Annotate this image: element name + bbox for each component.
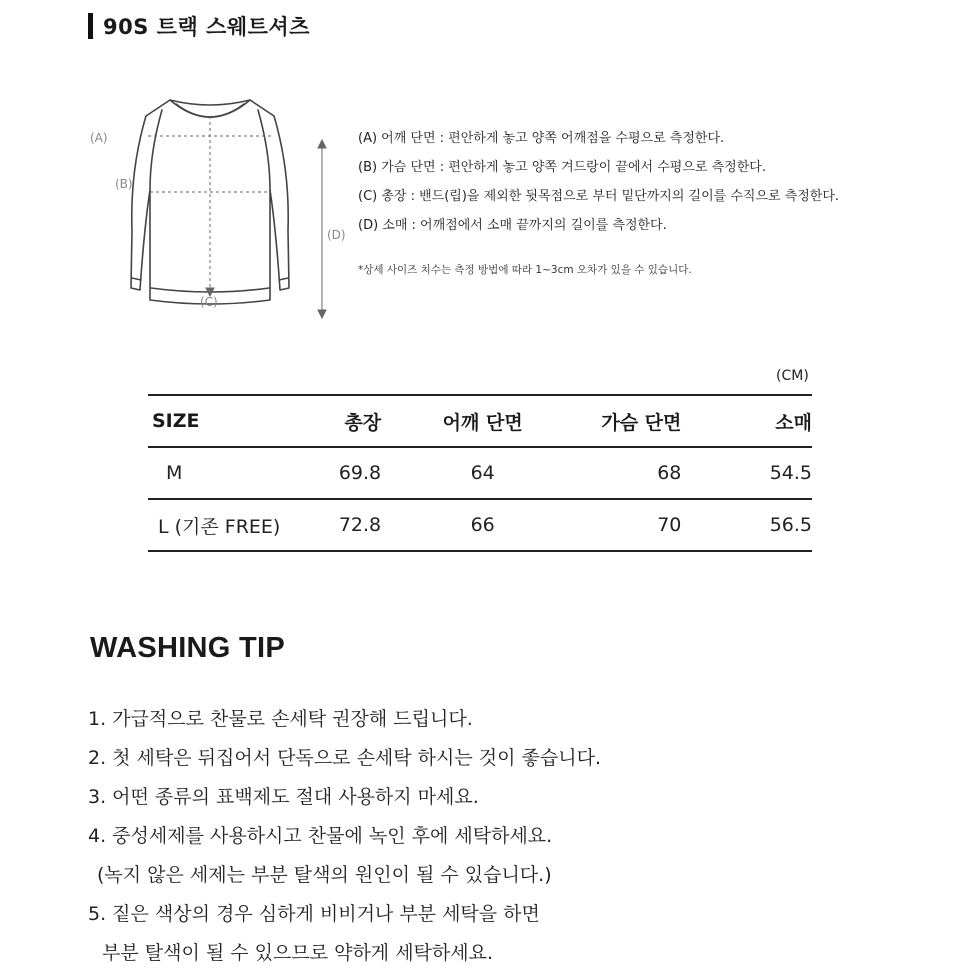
sleeve-arrow-bottom	[318, 310, 326, 318]
washing-tip-list	[88, 700, 601, 973]
note-chest: (B) 가슴 단면 : 편안하게 놓고 양쪽 겨드랑이 끝에서 수평으로 측정한다.	[358, 160, 766, 175]
list-item: 부분 탈색이 될 수 있으므로 약하게 세탁하세요.	[102, 942, 494, 964]
header-shoulder: 어깨 단면	[381, 395, 584, 447]
list-item: 5. 짙은 색상의 경우 심하게 비비거나 부분 세탁을 하면	[88, 903, 540, 925]
cell-shoulder: 66	[381, 499, 584, 551]
list-item: 4. 중성세제를 사용하시고 찬물에 녹인 후에 세탁하세요.	[88, 825, 553, 847]
left-cuff	[132, 278, 141, 280]
page-title	[88, 10, 310, 42]
cell-sleeve: 56.5	[681, 499, 812, 551]
neckband-inner	[176, 104, 244, 117]
header-sleeve: 소매	[681, 395, 812, 447]
right-armhole-seam	[258, 110, 270, 190]
washing-tip-title: WASHING TIP	[90, 632, 286, 664]
list-item: 1. 가급적으로 찬물로 손세탁 권장해 드립니다.	[88, 708, 473, 730]
header-size: SIZE	[148, 395, 312, 447]
note-length: (C) 총장 : 밴드(립)을 제외한 뒷목점으로 부터 밑단까지의 길이를 수직으로 측정한다.	[358, 189, 840, 204]
table-row	[148, 447, 812, 499]
table-header-row	[148, 395, 812, 447]
cell-shoulder: 64	[381, 447, 584, 499]
sweatshirt-measurement-diagram	[80, 80, 370, 330]
measurement-disclaimer: *상세 사이즈 치수는 측정 방법에 따라 1~3cm 오차가 있을 수 있습니다.	[358, 264, 692, 276]
cell-size: L (기존 FREE)	[148, 499, 312, 551]
header-length: 총장	[312, 395, 381, 447]
cell-chest: 68	[584, 447, 681, 499]
table-row	[148, 499, 812, 551]
cell-length: 69.8	[312, 447, 381, 499]
left-armhole-seam	[150, 110, 162, 190]
list-item: 2. 첫 세탁은 뒤집어서 단독으로 손세탁 하시는 것이 좋습니다.	[88, 747, 601, 769]
title-accent-bar	[88, 13, 93, 39]
measurement-notes	[358, 124, 839, 240]
sleeve-arrow-top	[318, 140, 326, 148]
product-title: 90S 트랙 스웨트셔츠	[103, 15, 310, 39]
label-d: (D)	[327, 228, 346, 242]
cell-chest: 70	[584, 499, 681, 551]
list-item: 3. 어떤 종류의 표백제도 절대 사용하지 마세요.	[88, 786, 479, 808]
note-shoulder: (A) 어깨 단면 : 편안하게 놓고 양쪽 어깨점을 수평으로 측정한다.	[358, 131, 725, 146]
note-sleeve: (D) 소매 : 어깨점에서 소매 끝까지의 길이를 측정한다.	[358, 218, 667, 233]
cell-sleeve: 54.5	[681, 447, 812, 499]
label-c: (C)	[200, 295, 218, 309]
cell-length: 72.8	[312, 499, 381, 551]
unit-label: (CM)	[776, 368, 809, 384]
right-cuff	[279, 278, 288, 280]
label-a: (A)	[90, 131, 108, 145]
label-b: (B)	[115, 177, 133, 191]
header-chest: 가슴 단면	[584, 395, 681, 447]
size-table	[148, 394, 812, 552]
list-item: (녹지 않은 세제는 부분 탈색의 원인이 될 수 있습니다.)	[97, 864, 552, 886]
cell-size: M	[148, 447, 312, 499]
